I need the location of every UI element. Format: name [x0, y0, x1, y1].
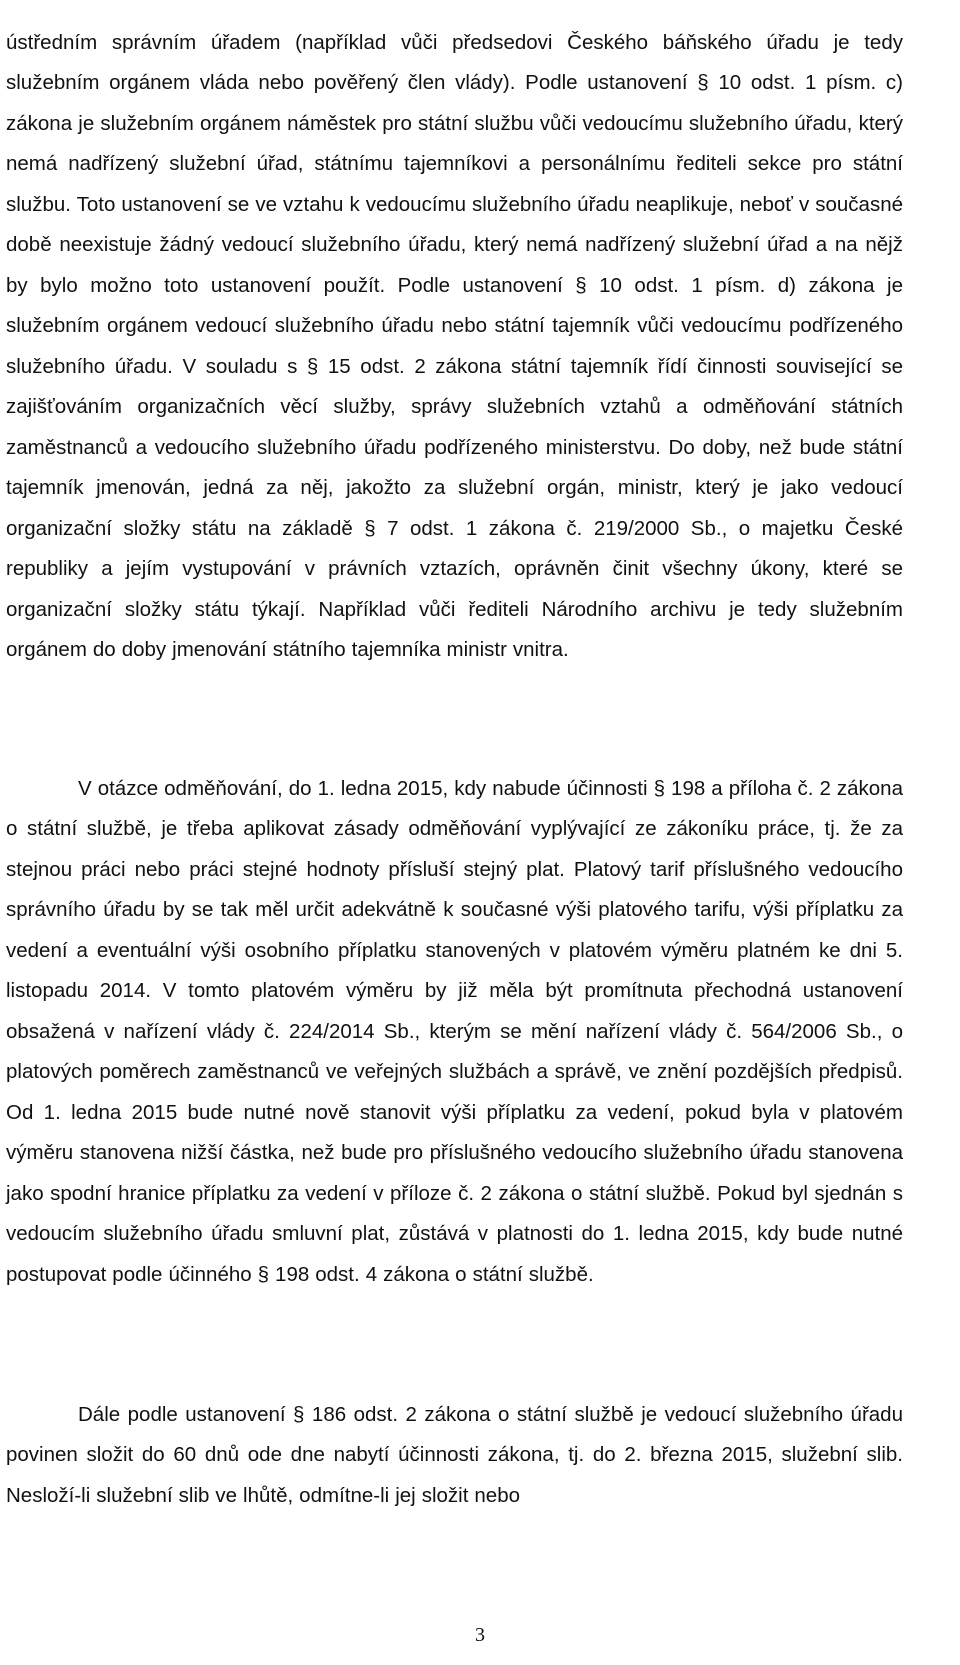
page-number: 3	[475, 1624, 485, 1646]
paragraph-service-authority: ústředním správním úřadem (například vůči předsedovi Českého báňského úřadu je tedy služebním orgánem vláda nebo pověřený člen vlády). Podle ustanovení § 10 odst. 1 písm. c) zákona je služebním orgánem náměstek pro státní službu vůči vedoucímu služebního úřadu, který nemá nadřízený služební úřad, státnímu tajemníkovi a personálnímu řediteli sekce pro státní službu. Toto ustanovení se ve vztahu k vedoucímu služebního úřadu neaplikuje, neboť v současné době neexistuje žádný vedoucí služebního úřadu, který nemá nadřízený služební úřad a na nějž by bylo možno toto ustanovení použít. Podle ustanovení § 10 odst. 1 písm. d) zákona je služebním orgánem vedoucí služebního úřadu nebo státní tajemník vůči vedoucímu podřízeného služebního úřadu. V souladu s § 15 odst. 2 zákona státní tajemník řídí činnosti související se zajišťováním organizačních věcí služby, správy služebních vztahů a odměňování státních zaměstnanců a vedoucího služebního úřadu podřízeného ministerstvu. Do doby, než bude státní tajemník jmenován, jedná za něj, jakožto za služební orgán, ministr, který je jako vedoucí organizační složky státu na základě § 7 odst. 1 zákona č. 219/2000 Sb., o majetku České republiky a jejím vystupování v právních vztazích, oprávněn činit všechny úkony, které se organizační složky státu týkají. Například vůči řediteli Národního archivu je tedy služebním orgánem do doby jmenování státního tajemníka ministr vnitra.	[6, 30, 903, 661]
paragraph-service-oath: Dále podle ustanovení § 186 odst. 2 zákona o státní službě je vedoucí služebního úřadu povinen složit do 60 dnů ode dne nabytí účinnosti zákona, tj. do 2. března 2015, služební slib. Nesloží-li služební slib ve lhůtě, odmítne-li jej složit nebo	[6, 1402, 903, 1507]
paragraph-remuneration: V otázce odměňování, do 1. ledna 2015, kdy nabude účinnosti § 198 a příloha č. 2 zákona o státní službě, je třeba aplikovat zásady odměňování vyplývající ze zákoníku práce, tj. že za stejnou práci nebo práci stejné hodnoty přísluší stejný plat. Platový tarif příslušného vedoucího správního úřadu by se tak měl určit adekvátně k současné výši platového tarifu, výši příplatku za vedení a eventuální výši osobního příplatku stanovených v platovém výměru platném ke dni 5. listopadu 2014. V tomto platovém výměru by již měla být promítnuta přechodná ustanovení obsažená v nařízení vlády č. 224/2014 Sb., kterým se mění nařízení vlády č. 564/2006 Sb., o platových poměrech zaměstnanců ve veřejných službách a správě, ve znění pozdějších předpisů. Od 1. ledna 2015 bude nutné nově stanovit výši příplatku za vedení, pokud byla v platovém výměru stanovena nižší částka, než bude pro příslušného vedoucího služebního úřadu stanovena jako spodní hranice příplatku za vedení v příloze č. 2 zákona o státní službě. Pokud byl sjednán s vedoucím služebního úřadu smluvní plat, zůstává v platnosti do 1. ledna 2015, kdy bude nutné postupovat podle účinného § 198 odst. 4 zákona o státní službě.	[6, 776, 903, 1286]
